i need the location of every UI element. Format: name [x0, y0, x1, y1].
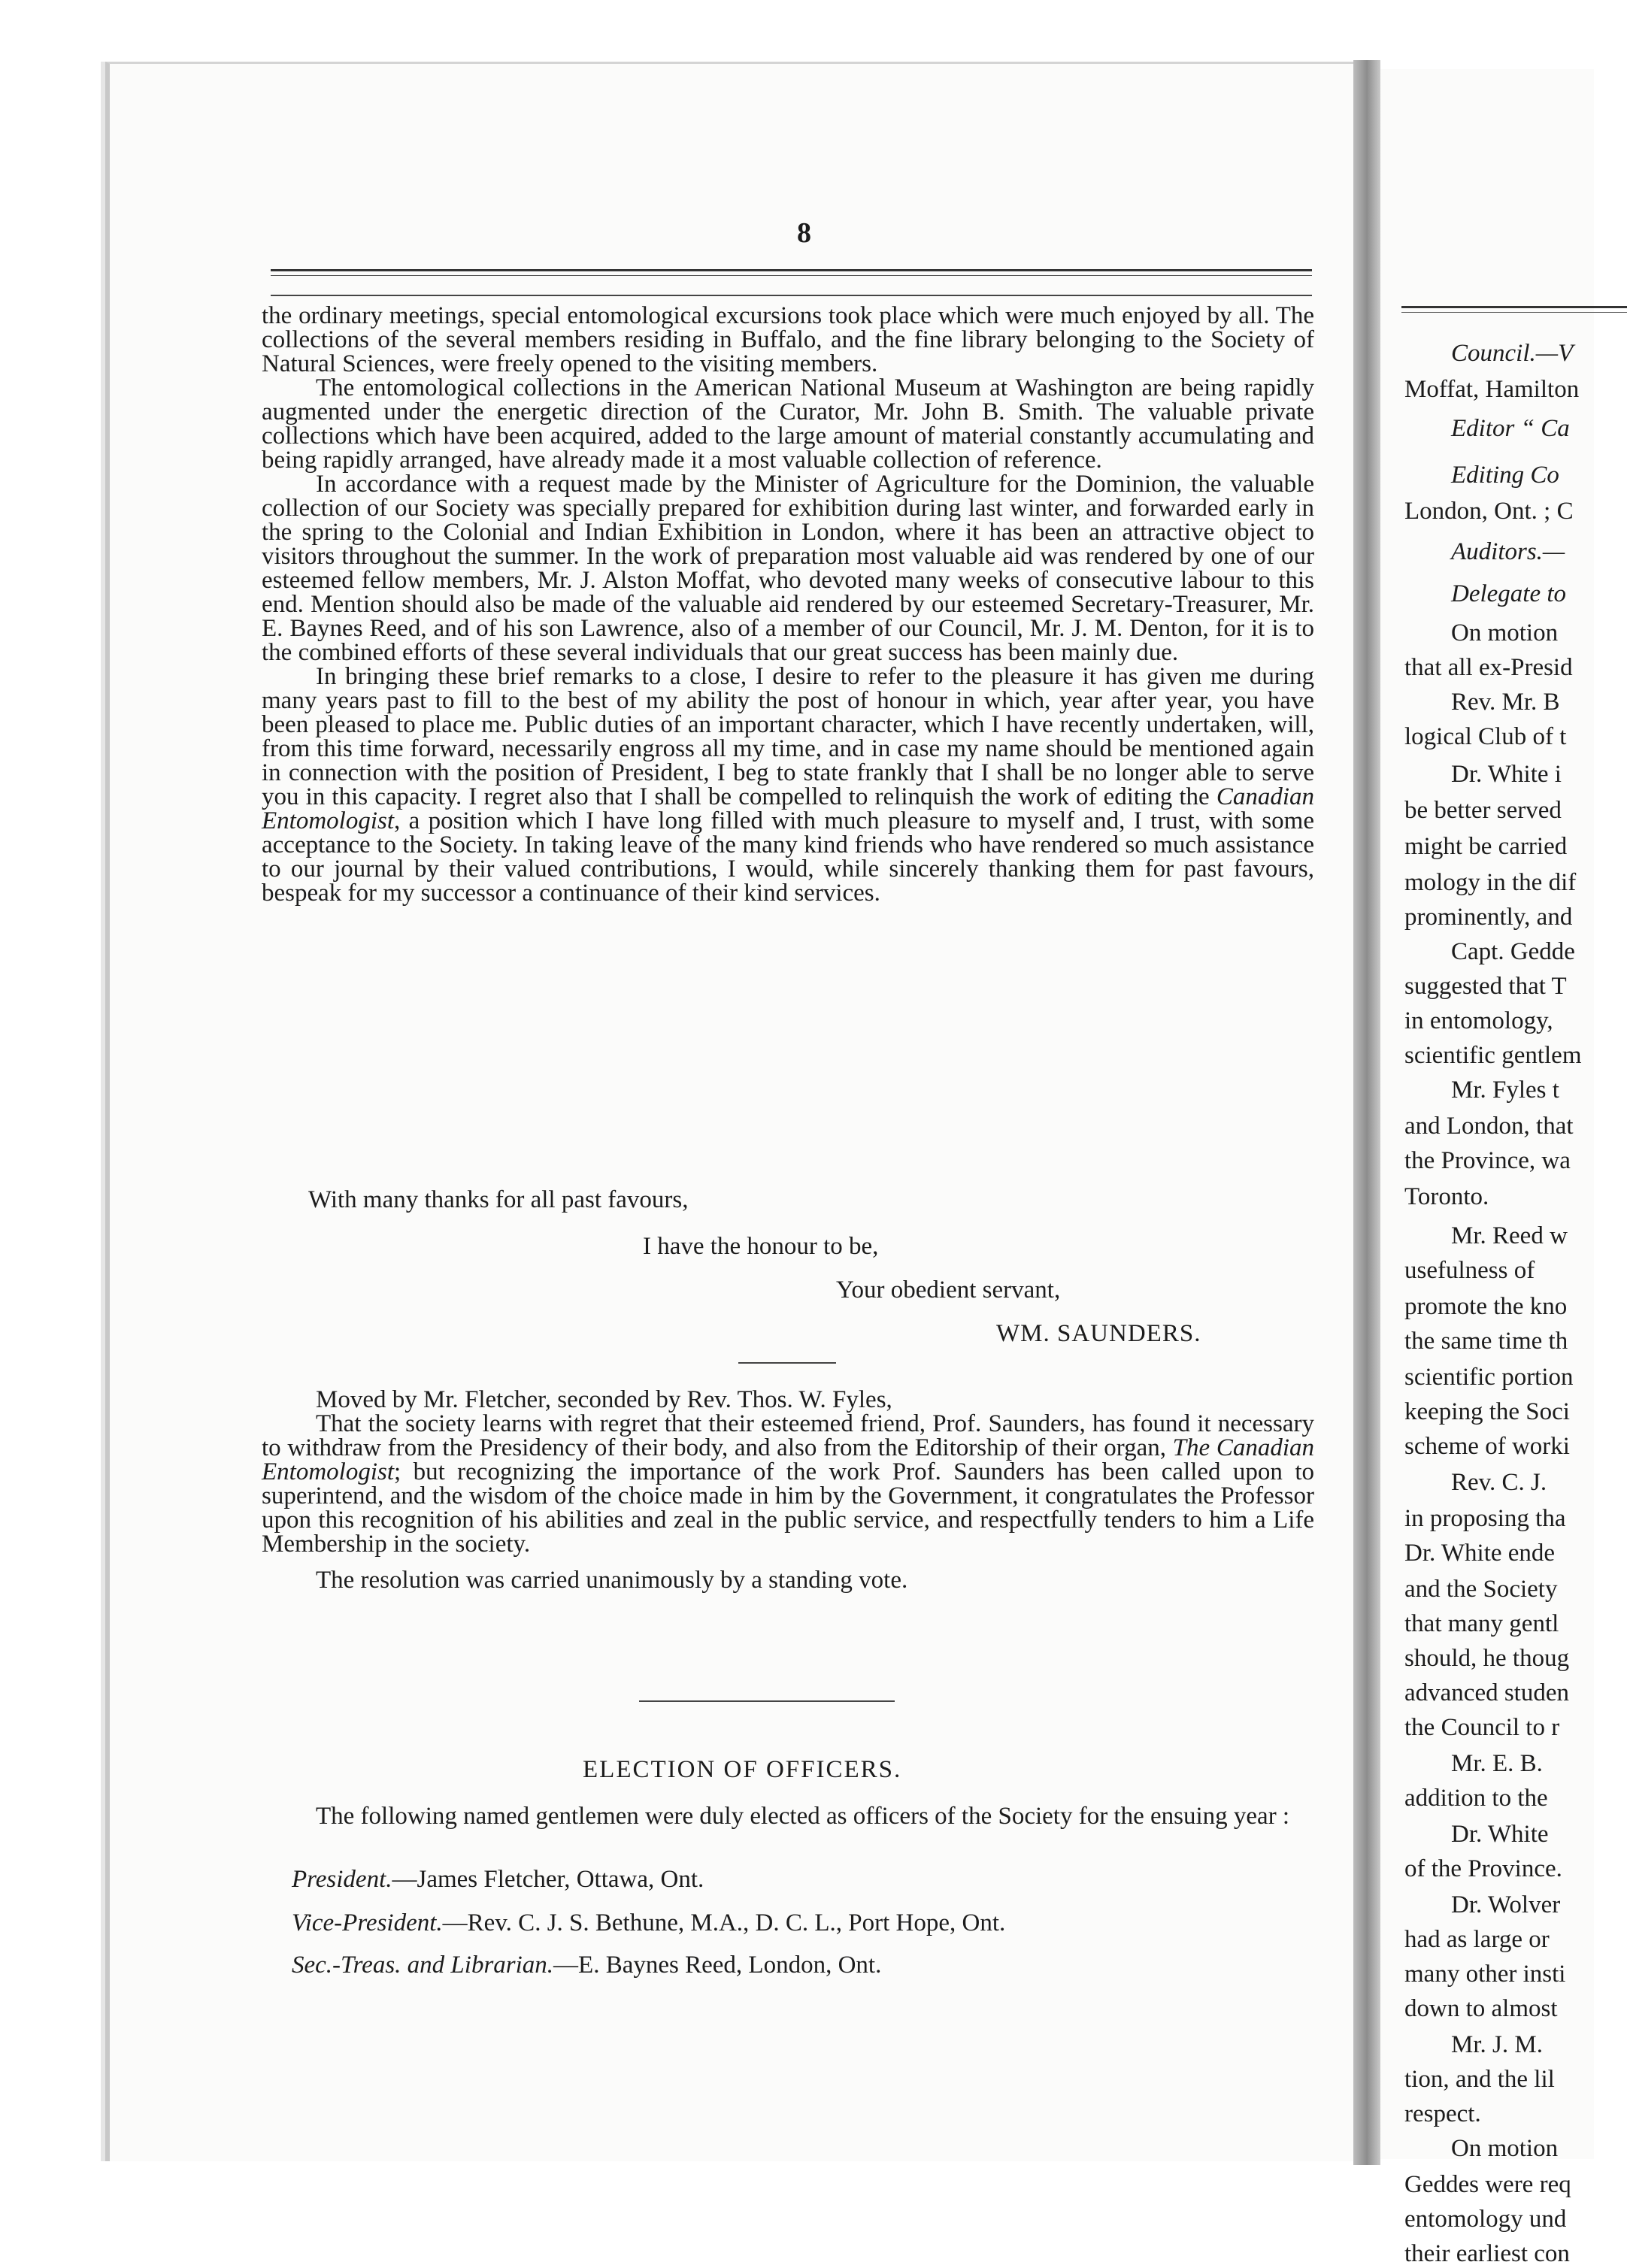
- right-page-line: On motion: [1451, 619, 1559, 646]
- right-page-line: and London, that: [1404, 1113, 1574, 1140]
- right-page-line: Dr. White i: [1451, 761, 1562, 788]
- motion-text-2: ; but recognizing the importance of the work Prof. Saunders has been called upon to superintend, and the wisdom of the choice made in him by the Government, it congratulates the Professor upon this recognition of his abilities and zeal in the public service, and respectfully tenders to him a Life Membership in the society.: [262, 1458, 1314, 1558]
- right-page-line: keeping the Soci: [1404, 1398, 1570, 1425]
- right-page-line: respect.: [1404, 2100, 1481, 2127]
- officer-secretary: [292, 1952, 881, 1979]
- paragraph-exhibition: In accordance with a request made by the Minister of Agriculture for the Dominion, the valuable collection of our Society was specially prepared for exhibition during last winter, and forwarded early in the spring to the Colonial and Indian Exhibition in London, where it has been an attractive object to visitors throughout the summer. In the work of preparation most valuable aid was rendered by one of our esteemed fellow members, Mr. J. Alston Moffat, who devoted many weeks of consecutive labour to this end. Mention should also be made of the valuable aid rendered by our esteemed Secretary-Treasurer, Mr. E. Baynes Reed, and of his son Lawrence, also of a member of our Council, Mr. J. M. Denton, for it is to the combined efforts of these several individuals that our great success has been mainly due.: [262, 471, 1314, 666]
- right-page-line: be better served: [1404, 797, 1562, 824]
- right-page-line: scientific gentlem: [1404, 1042, 1582, 1069]
- right-page-line: promote the kno: [1404, 1293, 1568, 1320]
- right-page-line: Council.—V: [1451, 340, 1574, 367]
- right-page-line: of the Province.: [1404, 1855, 1562, 1882]
- closing-thanks: With many thanks for all past favours,: [308, 1186, 689, 1213]
- right-page-line: Dr. White ende: [1404, 1540, 1556, 1567]
- signature: WM. SAUNDERS.: [996, 1320, 1201, 1347]
- right-page-line: mology in the dif: [1404, 869, 1577, 896]
- right-page-line: the Council to r: [1404, 1714, 1560, 1741]
- officer-role: President.: [292, 1866, 392, 1893]
- closing-servant: Your obedient servant,: [836, 1276, 1061, 1304]
- book-binding: [1353, 60, 1380, 2165]
- right-page-line: Delegate to: [1451, 580, 1567, 607]
- officer-role: Sec.-Treas. and Librarian.: [292, 1952, 554, 1979]
- right-page-line: usefulness of: [1404, 1257, 1535, 1284]
- officer-president: [292, 1866, 704, 1894]
- closing-honour: I have the honour to be,: [643, 1233, 879, 1260]
- motion-resolution: [262, 1412, 1314, 1556]
- right-page-line: in entomology,: [1404, 1007, 1553, 1034]
- section-divider: [738, 1362, 836, 1364]
- right-page-line: their earliest con: [1404, 2240, 1570, 2267]
- right-page-line: Moffat, Hamilton: [1404, 376, 1580, 403]
- motion-result: The resolution was carried unanimously by a standing vote.: [316, 1567, 908, 1594]
- right-page-line: that all ex-Presid: [1404, 654, 1573, 681]
- right-page-line: Auditors.—: [1451, 538, 1565, 565]
- election-divider: [639, 1700, 895, 1702]
- page-number: 8: [797, 217, 811, 249]
- election-intro-block: [262, 1804, 1314, 1828]
- header-double-rule: [271, 269, 1312, 276]
- officer-vice-president: [292, 1909, 1005, 1937]
- farewell-text-2: , a position which I have long filled with much pleasure to myself and, I trust, with some acceptance to the Society. In taking leave of the many kind friends who have rendered so much assistance to our journal by their valued contributions, I would, while sincerely thanking them for past favours, bespeak for my successor a continuance of their kind services.: [262, 807, 1314, 907]
- right-page-line: Rev. C. J.: [1451, 1469, 1547, 1496]
- right-page-line: London, Ont. ; C: [1404, 498, 1574, 525]
- right-page-line: Mr. Fyles t: [1451, 1076, 1559, 1104]
- right-page-line: logical Club of t: [1404, 723, 1567, 750]
- right-page-line: had as large or: [1404, 1926, 1550, 1953]
- paragraph-farewell: [262, 665, 1314, 905]
- right-page-line: scheme of worki: [1404, 1433, 1570, 1460]
- motion-moved: Moved by Mr. Fletcher, seconded by Rev. Thos. W. Fyles,: [316, 1386, 892, 1413]
- right-page-line: Dr. Wolver: [1451, 1891, 1561, 1918]
- officer-name: —Rev. C. J. S. Bethune, M.A., D. C. L., Port Hope, Ont.: [442, 1909, 1006, 1936]
- right-page-line: scientific portion: [1404, 1364, 1574, 1391]
- right-page-line: Mr. Reed w: [1451, 1222, 1568, 1249]
- motion-text-1: That the society learns with regret that their esteemed friend, Prof. Saunders, has found it necessary to withdraw from the Presidency of their body, and also from the Editorship of their organ,: [262, 1410, 1314, 1461]
- officer-name: —James Fletcher, Ottawa, Ont.: [392, 1866, 704, 1893]
- right-page-line: Editing Co: [1451, 462, 1559, 489]
- right-page-line: addition to the: [1404, 1785, 1548, 1812]
- right-page-line: On motion: [1451, 2135, 1559, 2162]
- farewell-text-1: In bringing these brief remarks to a close, I desire to refer to the pleasure it has given me during many years past to fill to the best of my ability the post of honour in which, year after year, you have been pleased to place me. Public duties of an important character, which I have recently undertaken, will, from this time forward, necessarily engross all my time, and in case my name should be mentioned again in connection with the position of President, I beg to state frankly that I shall be no longer able to serve you in this capacity. I regret also that I shall be compelled to relinquish the work of editing the: [262, 663, 1314, 810]
- right-page-line: Editor “ Ca: [1451, 415, 1570, 442]
- election-heading: ELECTION OF OFFICERS.: [583, 1756, 902, 1783]
- election-intro: The following named gentlemen were duly elected as officers of the Society for the ensuing year :: [316, 1803, 1290, 1830]
- motion-journal-title: The Canadian Entomologist: [262, 1434, 1314, 1485]
- officer-name: —E. Baynes Reed, London, Ont.: [553, 1952, 882, 1979]
- right-page-line: and the Society: [1404, 1576, 1558, 1603]
- right-page-line: Rev. Mr. B: [1451, 689, 1560, 716]
- right-page-line: in proposing tha: [1404, 1505, 1566, 1532]
- right-page-line: Capt. Gedde: [1451, 938, 1575, 965]
- right-page-line: the Province, wa: [1404, 1147, 1571, 1174]
- right-header-rule: [1401, 306, 1627, 313]
- right-page-line: down to almost: [1404, 1995, 1558, 2022]
- motion-block: [262, 1388, 1314, 1592]
- right-page-line: many other insti: [1404, 1961, 1566, 1988]
- right-page-line: Mr. J. M.: [1451, 2031, 1543, 2058]
- right-page-line: advanced studen: [1404, 1679, 1569, 1706]
- right-page: [1380, 69, 1594, 2267]
- right-page-line: the same time th: [1404, 1328, 1568, 1355]
- right-page-line: suggested that T: [1404, 973, 1567, 1000]
- report-body: [262, 304, 1314, 905]
- paragraph-buffalo: the ordinary meetings, special entomological excursions took place which were much enjoyed by all. The collections of the several members residing in Buffalo, and the fine library belonging to the Society of Natural Sciences, were freely opened to the visiting members.: [262, 302, 1314, 377]
- right-page-line: prominently, and: [1404, 904, 1573, 931]
- header-rule: [271, 295, 1312, 296]
- right-page-line: that many gentl: [1404, 1610, 1559, 1637]
- right-page-line: Toronto.: [1404, 1183, 1489, 1210]
- officer-role: Vice-President.: [292, 1909, 443, 1936]
- right-page-line: Mr. E. B.: [1451, 1750, 1543, 1777]
- right-page-line: tion, and the lil: [1404, 2066, 1555, 2093]
- right-page-line: might be carried: [1404, 833, 1568, 860]
- right-page-line: Dr. White: [1451, 1821, 1549, 1848]
- right-page-line: Geddes were req: [1404, 2171, 1571, 2198]
- journal-title: Canadian Entomologist: [262, 783, 1314, 834]
- right-page-line: entomology und: [1404, 2206, 1567, 2233]
- right-page-line: should, he thoug: [1404, 1645, 1570, 1672]
- paragraph-washington: The entomological collections in the American National Museum at Washington are being rapidly augmented under the energetic direction of the Curator, Mr. John B. Smith. The valuable private collections which have been acquired, added to the large amount of material constantly accumulating and being rapidly arranged, have already made it a most valuable collection of reference.: [262, 374, 1314, 474]
